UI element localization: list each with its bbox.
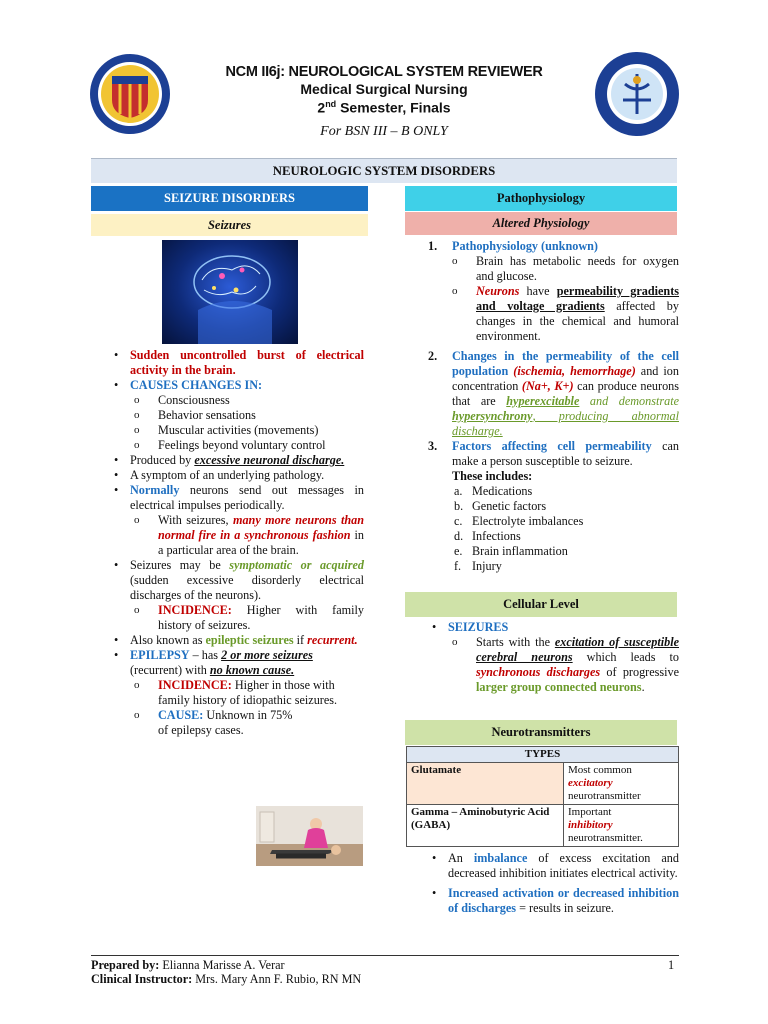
text-run: Higher with family history of seizures.	[158, 603, 364, 632]
causes-heading: CAUSES CHANGES IN:	[130, 378, 263, 392]
factor-item	[454, 514, 679, 529]
table-row	[407, 763, 679, 805]
text-run: neurotransmitter.	[568, 832, 643, 844]
seizures-heading: SEIZURES	[448, 620, 509, 634]
text-run: = results in seizure.	[516, 901, 614, 915]
text-run: can produce neurons that are	[452, 379, 679, 408]
table-cell-desc	[564, 805, 679, 847]
text-run: Starts with the	[476, 635, 555, 649]
two-seizures-text: 2 or more seizures	[221, 648, 313, 662]
factor-letter: b.	[454, 499, 464, 513]
bullet-imbalance	[428, 851, 679, 881]
excessive-discharge-text: excessive neuronal discharge.	[194, 453, 345, 467]
footer-rule	[91, 955, 679, 956]
neurotransmitter-notes	[428, 851, 679, 916]
brain-illustration	[162, 240, 298, 344]
bullet-symptom	[110, 468, 364, 483]
cause-item: o Feelings beyond voluntary control	[134, 438, 364, 453]
symptomatic-text: symptomatic or acquired	[229, 558, 364, 572]
table-cell-name: Gamma – Aminobutyric Acid (GABA)	[407, 805, 564, 847]
pathophys-unknown-text: Pathophysiology (unknown)	[452, 239, 598, 253]
table-header-cell: TYPES	[407, 747, 679, 763]
epilepsy-incidence-item	[134, 678, 364, 708]
pathophysiology-bar	[405, 186, 677, 211]
epilepsy-cause-item	[134, 708, 298, 738]
altered-physiology-bar	[405, 212, 677, 235]
text-run: An	[448, 851, 474, 865]
text-run: of progressive	[600, 665, 680, 679]
factor-text: Infections	[472, 529, 521, 543]
cellular-text	[428, 620, 679, 695]
cellular-level-label: Cellular Level	[503, 597, 579, 611]
neurotransmitters-label: Neurotransmitters	[491, 725, 591, 739]
prepared-label: Prepared by:	[91, 958, 160, 972]
bullet-causes	[110, 378, 364, 393]
epilepsy-label: EPILEPSY	[130, 648, 190, 662]
audience-line: For BSN III – B ONLY	[320, 124, 448, 139]
imbalance-text: imbalance	[473, 851, 528, 865]
text-run: Also known as	[130, 633, 206, 647]
factor-text: Electrolyte imbalances	[472, 514, 584, 528]
pathophys-item-1: 1. Pathophysiology (unknown)	[428, 239, 598, 253]
factor-text: Brain inflammation	[472, 544, 568, 558]
cause-item: o Consciousness	[134, 393, 364, 408]
bullet-normally	[110, 483, 364, 513]
bullet-increased-activation	[428, 886, 679, 916]
semester-number: 2	[317, 99, 326, 116]
table-cell-name: Glutamate	[407, 763, 564, 805]
with-seizures-item	[134, 513, 364, 558]
table-row	[407, 805, 679, 847]
text-run: have	[519, 284, 557, 298]
cause-label: CAUSE:	[158, 708, 204, 722]
factor-text: Injury	[472, 559, 502, 573]
seizures-bar	[91, 214, 368, 236]
factor-item	[454, 499, 679, 514]
text-run: Higher in those with family history of idiopathic seizures.	[158, 678, 338, 707]
text-run: (sudden excessive disorderly electrical discharges of the neurons).	[130, 573, 364, 602]
pathophys-item-2: 2. Changes in the permeability of the cell population (ischemia, hemorrhage) and ion concentration (Na+, K+) can produce neurons that are hyperexcitable and demonstrate hypersynchrony, producing abnormal discharge.	[428, 349, 679, 438]
bullet-seizures	[428, 620, 679, 635]
factor-letter: a.	[454, 484, 463, 498]
excitation-text: excitation of susceptible cerebral neurons	[476, 635, 679, 664]
no-known-cause-text: no known cause.	[209, 663, 295, 677]
section-banner	[91, 158, 677, 183]
neurons-gradients-item	[452, 284, 679, 344]
text-run: Unknown in 75% of epilepsy cases.	[158, 708, 293, 737]
text-run: Most common	[568, 764, 632, 776]
pathophys-item-3: 3. Factors affecting cell permeability can make a person susceptible to seizure. These includes:	[428, 439, 680, 483]
bullet-epilepsy	[110, 648, 364, 678]
permeability-changes-text: Changes in the permeability of the cell population	[452, 349, 679, 378]
recurrent-text: recurrent.	[307, 633, 358, 647]
ions-text: (Na+, K+)	[521, 379, 574, 393]
factor-text: Medications	[472, 484, 533, 498]
factors-text: Factors affecting cell permeability	[452, 439, 652, 453]
gradients-text: permeability gradients and voltage gradients	[476, 284, 680, 313]
semester-suffix: nd	[325, 99, 337, 109]
text-run: can make a person susceptible to seizure.	[452, 439, 680, 468]
text-run: Produced by	[130, 453, 195, 467]
left-column-text	[110, 348, 364, 738]
increased-activation-text: Increased activation or decreased inhibition of discharges	[448, 886, 679, 915]
text-run: neurotransmitter	[568, 790, 641, 802]
synchronous-text: synchronous discharges	[476, 665, 601, 679]
factor-item	[454, 544, 679, 559]
symptom-text: A symptom of an underlying pathology.	[130, 468, 325, 482]
factor-letter: f.	[454, 559, 462, 573]
larger-group-text: larger group connected neurons	[476, 680, 642, 694]
neurons-text: Neurons	[476, 284, 520, 298]
subject-title: Medical Surgical Nursing	[300, 81, 468, 97]
seizure-disorders-bar	[91, 186, 368, 211]
text-run: in a particular area of the brain.	[158, 528, 364, 557]
incidence-item	[134, 603, 364, 633]
text-run: if	[293, 633, 308, 647]
text-run: , producing abnormal discharge.	[452, 409, 679, 438]
brain-needs-item: o Brain has metabolic needs for oxygen and glucose.	[452, 254, 679, 284]
excitatory-text: excitatory	[568, 777, 613, 789]
factor-letter: c.	[454, 514, 463, 528]
bullet-sudden-burst	[110, 348, 364, 378]
factor-letter: d.	[454, 529, 464, 543]
semester-line	[0, 99, 768, 116]
sudden-burst-text: Sudden uncontrolled burst of electrical activity in the brain.	[130, 348, 364, 377]
text-run: and demonstrate	[579, 394, 679, 408]
cause-item: o Behavior sensations	[134, 408, 364, 423]
footer-instructor	[91, 972, 361, 987]
instructor-name: Mrs. Mary Ann F. Rubio, RN MN	[192, 972, 362, 986]
incidence-label: INCIDENCE:	[158, 603, 232, 617]
pathophysiology-label: Pathophysiology	[496, 191, 586, 205]
footer-prepared-by	[91, 958, 285, 973]
factor-item	[454, 559, 679, 574]
text-run: neurons send out messages in electrical impulses periodically.	[130, 483, 364, 512]
banner-text: NEUROLOGIC SYSTEM DISORDERS	[272, 163, 496, 178]
seizure-first-aid-photo	[256, 806, 363, 866]
text-run: – has	[189, 648, 222, 662]
bullet-produced	[110, 453, 364, 468]
factor-item	[454, 529, 679, 544]
factor-letter: e.	[454, 544, 463, 558]
excitation-item	[452, 635, 679, 695]
ischemia-text: (ischemia, hemorrhage)	[508, 364, 636, 378]
factor-text: Genetic factors	[472, 499, 547, 513]
these-includes-text: These includes:	[452, 469, 533, 483]
hypersynchrony-text: hypersynchrony	[452, 409, 533, 423]
neurotransmitters-bar	[405, 720, 677, 745]
page-number: 1	[668, 958, 675, 972]
text-run: With seizures,	[158, 513, 233, 527]
many-neurons-text: many more neurons than normal fire in a synchronous fashion	[158, 513, 364, 542]
semester-rest: Semester, Finals	[336, 99, 451, 116]
altered-physiology-label: Altered Physiology	[492, 216, 590, 230]
reviewer-title: NCM II6j: NEUROLOGICAL SYSTEM REVIEWER	[225, 64, 543, 80]
inhibitory-text: inhibitory	[568, 819, 613, 831]
right-column-text	[428, 239, 679, 574]
seizures-label: Seizures	[207, 217, 252, 232]
normally-text: Normally	[130, 483, 180, 497]
text-run: (recurrent) with	[130, 663, 210, 677]
text-run: affected by changes in the chemical and humoral environment.	[476, 299, 679, 343]
text-run: .	[641, 680, 645, 694]
cause-item: o Muscular activities (movements)	[134, 423, 364, 438]
bullet-symptomatic	[110, 558, 364, 603]
text-run: Seizures may be	[130, 558, 230, 572]
seizure-disorders-label: SEIZURE DISORDERS	[164, 191, 295, 205]
prepared-name: Elianna Marisse A. Verar	[159, 958, 285, 972]
incidence-label: INCIDENCE:	[158, 678, 232, 692]
text-run: which leads to	[572, 650, 679, 664]
factor-item	[454, 484, 679, 499]
instructor-label: Clinical Instructor:	[91, 972, 193, 986]
bullet-also-known	[110, 633, 364, 648]
text-run: Important	[568, 806, 612, 818]
epileptic-seizures-text: epileptic seizures	[205, 633, 294, 647]
text-run: of excess excitation and decreased inhibition initiates electrical activity.	[448, 851, 679, 880]
hyperexcitable-text: hyperexcitable	[506, 394, 580, 408]
cellular-level-bar	[405, 592, 677, 617]
neurotransmitter-table	[406, 746, 679, 847]
text-run: and ion concentration	[452, 364, 679, 393]
table-cell-desc	[564, 763, 679, 805]
